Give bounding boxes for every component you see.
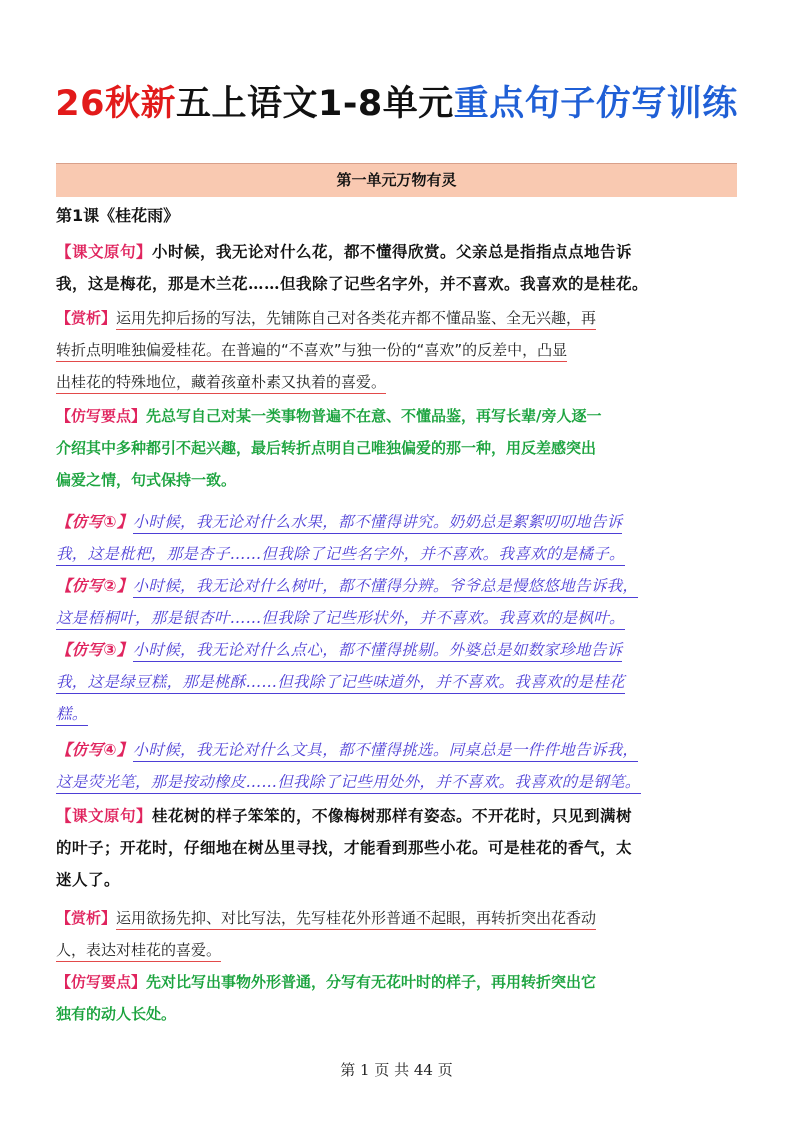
section-tag: 【赏析】 (56, 309, 117, 327)
imitation-2-block (56, 570, 740, 634)
imitation-key-points-block (56, 400, 740, 496)
lesson-title: 第1课《桂花雨》 (56, 206, 180, 225)
section-tag: 【仿写③】 (56, 641, 133, 659)
section-line: 运用欲扬先抑、对比写法，先写桂花外形普通不起眼，再转折突出花香动 (116, 909, 596, 930)
section-line: 我，这是梅花，那是木兰花……但我除了记些名字外，并不喜欢。我喜欢的是桂花。 (56, 274, 649, 293)
section-line: 糕。 (56, 705, 88, 726)
imitation-4-block (56, 734, 740, 798)
section-line: 这是梧桐叶，那是银杏叶……但我除了记些形状外，并不喜欢。我喜欢的是枫叶。 (56, 609, 625, 630)
section-line: 我，这是绿豆糕，那是桃酥……但我除了记些味道外，并不喜欢。我喜欢的是桂花 (56, 673, 625, 694)
section-tag: 【仿写要点】 (56, 973, 147, 991)
section-line: 迷人了。 (56, 870, 121, 889)
section-line: 人，表达对桂花的喜爱。 (56, 941, 221, 962)
section-line: 的叶子；开花时，仔细地在树丛里寻找，才能看到那些小花。可是桂花的香气，太 (56, 838, 633, 857)
section-line: 转折点明唯独偏爱桂花。在普遍的“不喜欢”与独一份的“喜欢”的反差中，凸显 (56, 341, 567, 362)
section-tag: 【仿写④】 (56, 741, 133, 759)
section-line: 介绍其中多种都引不起兴趣，最后转折点明自己唯独偏爱的那一种，用反差感突出 (56, 439, 597, 457)
section-line: 小时候，我无论对什么花，都不懂得欣赏。父亲总是指指点点地告诉 (152, 242, 633, 261)
imitation-1-block (56, 506, 740, 570)
section-line: 小时候，我无论对什么水果，都不懂得讲究。奶奶总是絮絮叨叨地告诉 (133, 513, 623, 534)
title-part-red: 26秋新 (55, 84, 176, 124)
imitation-3-block (56, 634, 740, 730)
section-line: 先总写自己对某一类事物普遍不在意、不懂品鉴，再写长辈/旁人逐一 (146, 407, 602, 425)
section-line: 桂花树的样子笨笨的，不像梅树那样有姿态。不开花时，只见到满树 (152, 806, 633, 825)
section-line: 我，这是枇杷，那是杏子……但我除了记些名字外，并不喜欢。我喜欢的是橘子。 (56, 545, 625, 566)
unit-header: 第一单元万物有灵 (56, 163, 737, 197)
section-tag: 【课文原句】 (56, 807, 153, 825)
section-line: 出桂花的特殊地位，藏着孩童朴素又执着的喜爱。 (56, 373, 386, 394)
analysis-block (56, 902, 740, 966)
section-line: 这是荧光笔，那是按动橡皮……但我除了记些用处外，并不喜欢。我喜欢的是钢笔。 (56, 773, 641, 794)
section-line: 小时候，我无论对什么树叶，都不懂得分辨。爷爷总是慢悠悠地告诉我， (133, 577, 639, 598)
title-part-blue: 重点句子仿写训练 (453, 84, 738, 124)
analysis-block (56, 302, 740, 398)
section-tag: 【仿写①】 (56, 513, 133, 531)
page-number-footer: 第 1 页 共 44 页 (340, 1061, 453, 1079)
title-part-black: 五上语文1-8单元 (175, 84, 454, 124)
section-tag: 【课文原句】 (56, 243, 153, 261)
section-tag: 【仿写要点】 (56, 407, 147, 425)
section-line: 小时候，我无论对什么点心，都不懂得挑剔。外婆总是如数家珍地告诉 (133, 641, 623, 662)
section-line: 独有的动人长处。 (56, 1005, 177, 1023)
section-tag: 【仿写②】 (56, 577, 133, 595)
imitation-key-points-block (56, 966, 740, 1030)
section-line: 偏爱之情，句式保持一致。 (56, 471, 237, 489)
document-title (0, 76, 793, 132)
original-sentence-block (56, 800, 740, 896)
original-sentence-block (56, 236, 740, 300)
section-line: 运用先抑后扬的写法，先铺陈自己对各类花卉都不懂品鉴、全无兴趣，再 (116, 309, 596, 330)
section-line: 小时候，我无论对什么文具，都不懂得挑选。同桌总是一件件地告诉我， (133, 741, 639, 762)
section-line: 先对比写出事物外形普通，分写有无花叶时的样子，再用转折突出它 (146, 973, 597, 991)
section-tag: 【赏析】 (56, 909, 117, 927)
